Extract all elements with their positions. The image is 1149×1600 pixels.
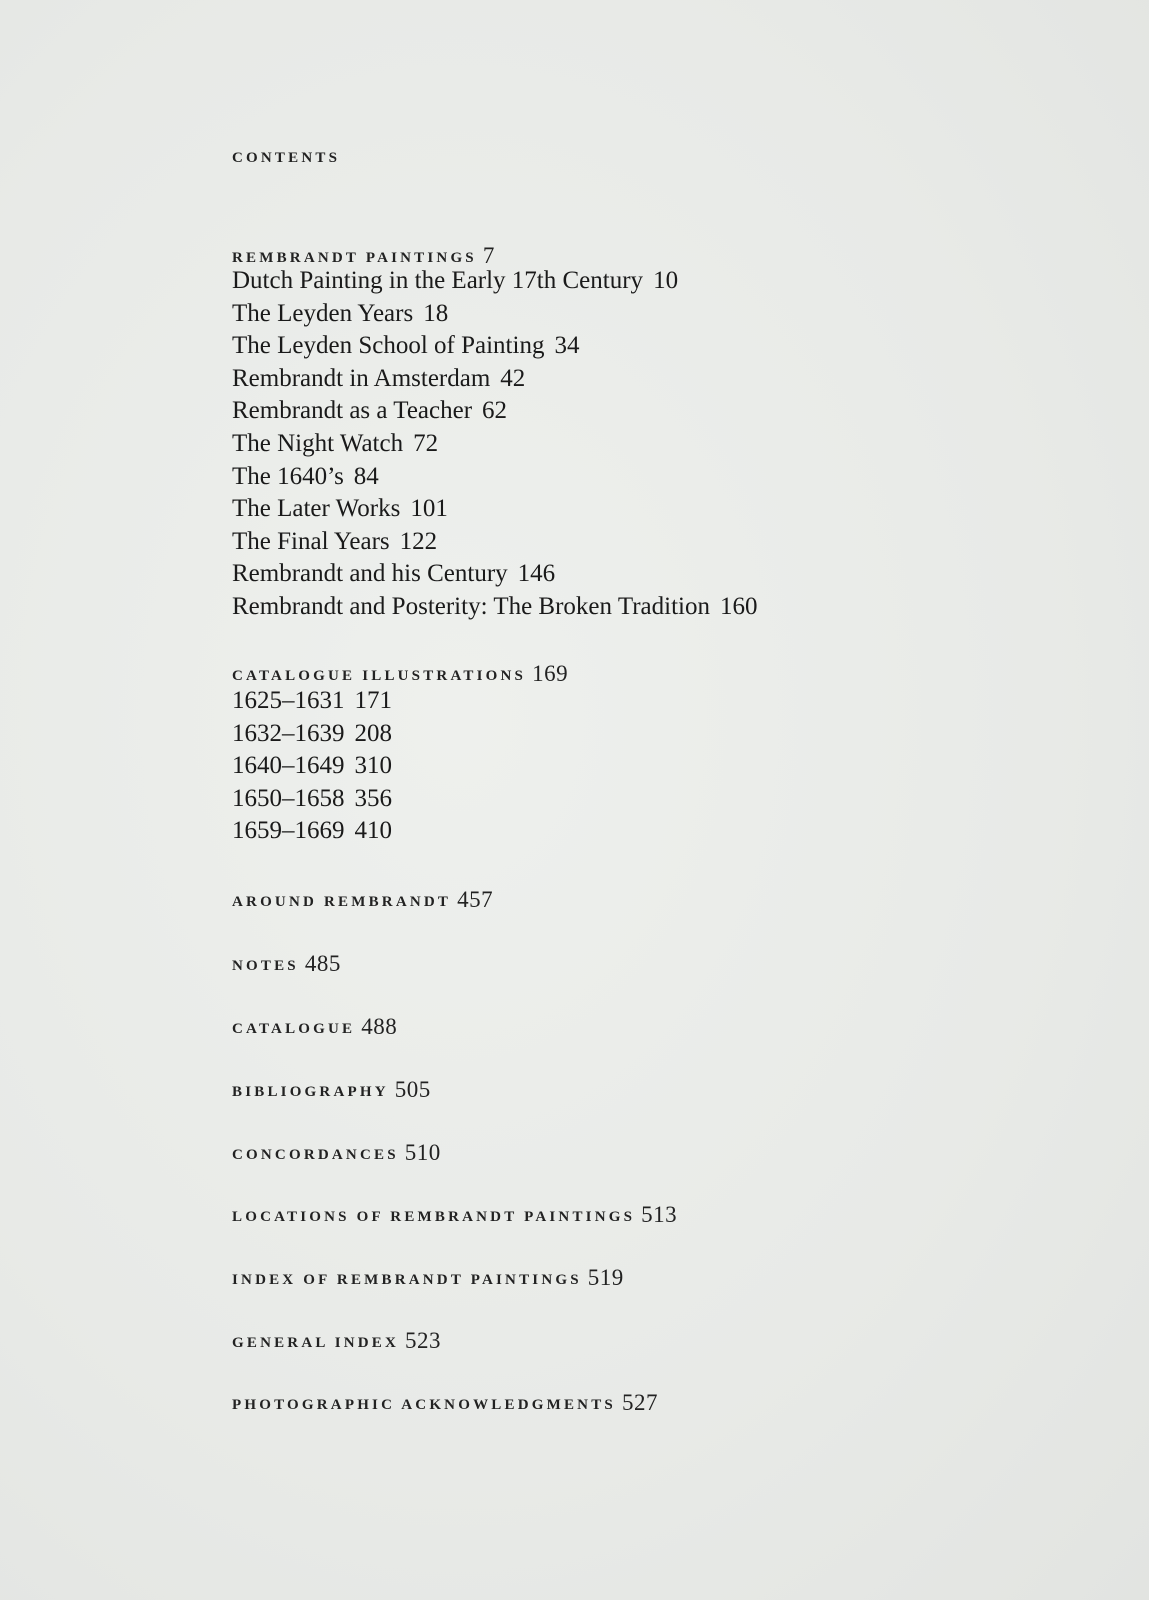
period-page-number: 410 (354, 817, 392, 845)
list-item (232, 395, 757, 428)
section-title: PHOTOGRAPHIC ACKNOWLEDGMENTS (232, 1397, 616, 1413)
section-heading (232, 1327, 441, 1353)
list-item (232, 461, 757, 494)
chapter-page-number: 10 (653, 267, 679, 294)
list-item (232, 750, 392, 783)
list-item (232, 718, 392, 751)
period-page-number: 310 (354, 752, 392, 780)
chapter-page-number: 122 (399, 527, 438, 555)
section-page-number: 523 (405, 1328, 442, 1353)
list-item (232, 685, 392, 718)
section-page-number: 527 (621, 1390, 658, 1415)
chapter-page-number: 146 (517, 560, 556, 588)
contents-heading: CONTENTS (232, 150, 341, 166)
chapter-page-number: 18 (423, 299, 449, 327)
section-heading (232, 1389, 658, 1415)
period-page-number: 171 (354, 687, 392, 714)
period-label: 1640–1649 (232, 752, 345, 780)
section-title: CATALOGUE (232, 1021, 356, 1037)
chapter-title: Rembrandt and his Century (232, 560, 508, 588)
list-item (232, 428, 757, 461)
chapter-title: The Leyden Years (232, 299, 414, 327)
chapter-title: The 1640’s (232, 462, 344, 490)
period-label: 1650–1658 (232, 784, 345, 812)
chapter-page-number: 34 (554, 332, 580, 360)
section-page-number: 457 (457, 887, 494, 912)
paintings-chapter-list (232, 265, 757, 624)
chapter-page-number: 62 (482, 397, 508, 425)
section-title: AROUND REMBRANDT (232, 894, 452, 910)
period-label: 1632–1639 (232, 719, 345, 747)
chapter-page-number: 42 (500, 364, 526, 392)
chapter-title: Dutch Painting in the Early 17th Century (232, 267, 644, 294)
list-item (232, 815, 392, 848)
list-item (232, 526, 757, 559)
part-title: REMBRANDT PAINTINGS (232, 250, 477, 266)
catalogue-period-list (232, 685, 392, 848)
part-title: CATALOGUE ILLUSTRATIONS (232, 668, 527, 684)
section-title: NOTES (232, 958, 299, 974)
chapter-page-number: 84 (353, 462, 379, 490)
part-heading-catalogue-illustrations (232, 660, 568, 686)
period-label: 1625–1631 (232, 687, 345, 714)
part-page-number: 7 (482, 243, 495, 268)
chapter-page-number: 72 (413, 429, 439, 457)
section-title: INDEX OF REMBRANDT PAINTINGS (232, 1272, 582, 1288)
period-label: 1659–1669 (232, 817, 345, 845)
section-page-number: 505 (394, 1077, 431, 1102)
section-page-number: 485 (304, 951, 341, 976)
list-item (232, 363, 757, 396)
section-page-number: 519 (587, 1265, 624, 1290)
chapter-title: The Leyden School of Painting (232, 332, 545, 360)
chapter-title: Rembrandt as a Teacher (232, 397, 473, 425)
section-heading (232, 886, 493, 912)
list-item (232, 298, 757, 331)
section-title: CONCORDANCES (232, 1147, 399, 1163)
period-page-number: 356 (354, 784, 392, 812)
list-item (232, 265, 757, 298)
list-item (232, 558, 757, 591)
section-page-number: 488 (361, 1014, 398, 1039)
chapter-title: The Later Works (232, 495, 401, 523)
list-item (232, 493, 757, 526)
section-heading (232, 1013, 397, 1039)
section-title: GENERAL INDEX (232, 1335, 400, 1351)
section-heading (232, 1264, 624, 1290)
part-page-number: 169 (532, 661, 569, 686)
chapter-title: The Night Watch (232, 429, 404, 457)
section-heading (232, 1076, 431, 1102)
list-item (232, 330, 757, 363)
chapter-title: Rembrandt in Amsterdam (232, 364, 491, 392)
chapter-page-number: 160 (719, 592, 758, 620)
section-page-number: 510 (404, 1140, 441, 1165)
section-heading (232, 1201, 677, 1227)
period-page-number: 208 (354, 719, 392, 747)
chapter-title: The Final Years (232, 527, 390, 555)
section-heading (232, 1139, 441, 1165)
chapter-title: Rembrandt and Posterity: The Broken Tradition (232, 592, 710, 620)
section-heading (232, 950, 341, 976)
section-title: LOCATIONS OF REMBRANDT PAINTINGS (232, 1209, 636, 1225)
list-item (232, 591, 757, 624)
section-title: BIBLIOGRAPHY (232, 1084, 389, 1100)
list-item (232, 783, 392, 816)
chapter-page-number: 101 (410, 495, 448, 523)
section-page-number: 513 (641, 1202, 678, 1227)
